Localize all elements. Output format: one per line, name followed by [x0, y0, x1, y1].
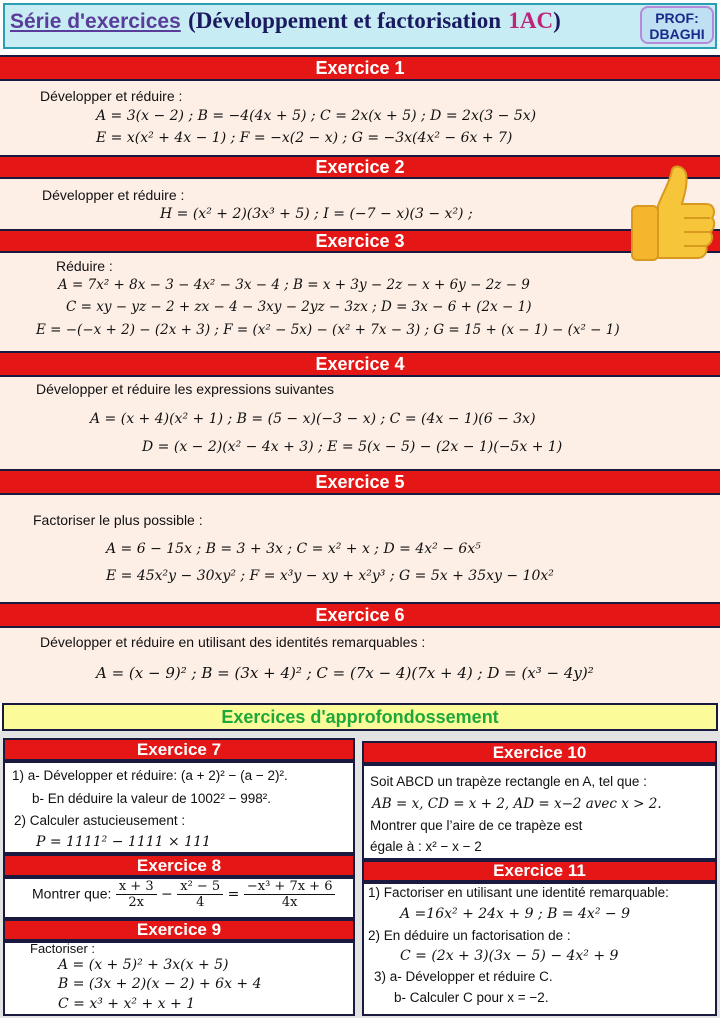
ex11-line-1: 1) Factoriser en utilisant une identité remarquable: [368, 885, 669, 900]
exercise-3-header: Exercice 3 [0, 229, 720, 253]
ex8-equals: = [227, 886, 240, 903]
exercise-6-header: Exercice 6 [0, 602, 720, 628]
exercise-10-header: Exercice 10 [362, 741, 717, 764]
ex8-f2-den: 4 [196, 895, 205, 910]
ex3-line-3: E = −(−x + 2) − (2x + 3) ; F = (x² − 5x) − (x² + 7x − 3) ; G = 15 + (x − 1) − (x² − 1) [36, 322, 620, 338]
ex9-line-3: C = x³ + x² + x + 1 [58, 996, 196, 1012]
deepening-header: Exercices d'approfondossement [2, 703, 718, 731]
ex1-line-1: A = 3(x − 2) ; B = −4(4x + 5) ; C = 2x(x + 5) ; D = 2x(3 − 5x) [96, 108, 537, 124]
ex8-f2-num: x² − 5 [177, 879, 223, 895]
ex9-line-2: B = (3x + 2)(x − 2) + 6x + 4 [58, 976, 262, 992]
ex8-fraction-3 [244, 879, 336, 910]
exercise-11-header: Exercice 11 [362, 860, 717, 882]
ex4-instruction: Développer et réduire les expressions suivantes [36, 381, 335, 397]
ex7-expression: P = 1111² − 1111 × 111 [36, 834, 211, 850]
ex11-line-2: A =16x² + 24x + 9 ; B = 4x² − 9 [400, 906, 630, 922]
ex10-line-1: Soit ABCD un trapèze rectangle en A, tel que : [370, 774, 647, 789]
ex9-instruction: Factoriser : [30, 941, 96, 956]
exercise-4-header: Exercice 4 [0, 351, 720, 377]
title-close: ) [553, 8, 561, 33]
ex3-instruction: Réduire : [56, 258, 113, 274]
ex11-line-6: b- Calculer C pour x = −2. [394, 990, 549, 1005]
exercise-1-header: Exercice 1 [0, 55, 720, 81]
ex8-equation [32, 879, 335, 910]
ex2-line-1: H = (x² + 2)(3x³ + 5) ; I = (−7 − x)(3 − x²) ; [160, 206, 473, 222]
ex10-line-3: Montrer que l’aire de ce trapèze est [370, 818, 583, 833]
ex8-prefix: Montrer que: [32, 885, 112, 902]
ex6-instruction: Développer et réduire en utilisant des identités remarquables : [40, 634, 426, 650]
ex6-line-1: A = (x − 9)² ; B = (3x + 4)² ; C = (7x − 4)(7x + 4) ; D = (x³ − 4y)² [96, 664, 594, 682]
ex8-minus: − [161, 886, 173, 903]
page-title [10, 8, 561, 34]
ex8-f1-num: x + 3 [116, 879, 157, 895]
ex8-f1-den: 2x [128, 895, 145, 910]
title-serie: Série d'exercices [10, 10, 181, 33]
ex5-line-1: A = 6 − 15x ; B = 3 + 3x ; C = x² + x ; D = 4x² − 6x⁵ [106, 541, 481, 557]
thumbs-up-icon [628, 164, 716, 264]
exercise-5-header: Exercice 5 [0, 469, 720, 495]
ex5-instruction: Factoriser le plus possible : [33, 512, 203, 528]
exercise-7-header: Exercice 7 [3, 738, 355, 761]
ex7-part-1a: 1) a- Développer et réduire: (a + 2)² − (a − 2)². [12, 768, 288, 783]
ex4-line-1: A = (x + 4)(x² + 1) ; B = (5 − x)(−3 − x) ; C = (4x − 1)(6 − 3x) [90, 411, 536, 427]
ex3-line-2: C = xy − yz − 2 + zx − 4 − 3xy − 2yz − 3zx ; D = 3x − 6 + (2x − 1) [66, 299, 532, 315]
prof-badge [640, 6, 714, 44]
ex5-line-2: E = 45x²y − 30xy² ; F = x³y − xy + x²y³ ; G = 5x + 35xy − 10x² [106, 568, 554, 584]
ex9-line-1: A = (x + 5)² + 3x(x + 5) [58, 957, 229, 973]
ex7-part-2: 2) Calculer astucieusement : [14, 813, 186, 828]
prof-label: PROF: [655, 10, 699, 26]
ex11-line-5: 3) a- Développer et réduire C. [374, 969, 553, 984]
ex1-line-2: E = x(x² + 4x − 1) ; F = −x(2 − x) ; G = −3x(4x² − 6x + 7) [96, 130, 513, 146]
exercise-2-header: Exercice 2 [0, 155, 720, 179]
title-level: 1AC [508, 8, 554, 33]
ex3-line-1: A = 7x² + 8x − 3 − 4x² − 3x − 4 ; B = x + 3y − 2z − x + 6y − 2z − 9 [58, 277, 530, 293]
ex11-line-4: C = (2x + 3)(3x − 5) − 4x² + 9 [400, 948, 619, 964]
ex7-part-1b: b- En déduire la valeur de 1002² − 998². [32, 791, 272, 806]
ex11-line-3: 2) En déduire un factorisation de : [368, 928, 571, 943]
ex2-instruction: Développer et réduire : [42, 187, 185, 203]
ex10-line-4: égale à : x² − x − 2 [370, 839, 482, 854]
prof-name: DBAGHI [649, 26, 705, 42]
ex4-line-2: D = (x − 2)(x² − 4x + 3) ; E = 5(x − 5) − (2x − 1)(−5x + 1) [142, 439, 563, 455]
ex8-f3-num: −x³ + 7x + 6 [244, 879, 336, 895]
exercise-9-header: Exercice 9 [3, 919, 355, 941]
ex10-line-2: AB = x, CD = x + 2, AD = x−2 avec x > 2. [372, 796, 662, 812]
ex1-instruction: Développer et réduire : [40, 88, 183, 104]
exercise-8-header: Exercice 8 [3, 854, 355, 877]
ex8-fraction-2 [177, 879, 223, 910]
ex8-f3-den: 4x [281, 895, 298, 910]
ex8-fraction-1 [116, 879, 157, 910]
title-main: (Développement et factorisation [188, 8, 502, 33]
